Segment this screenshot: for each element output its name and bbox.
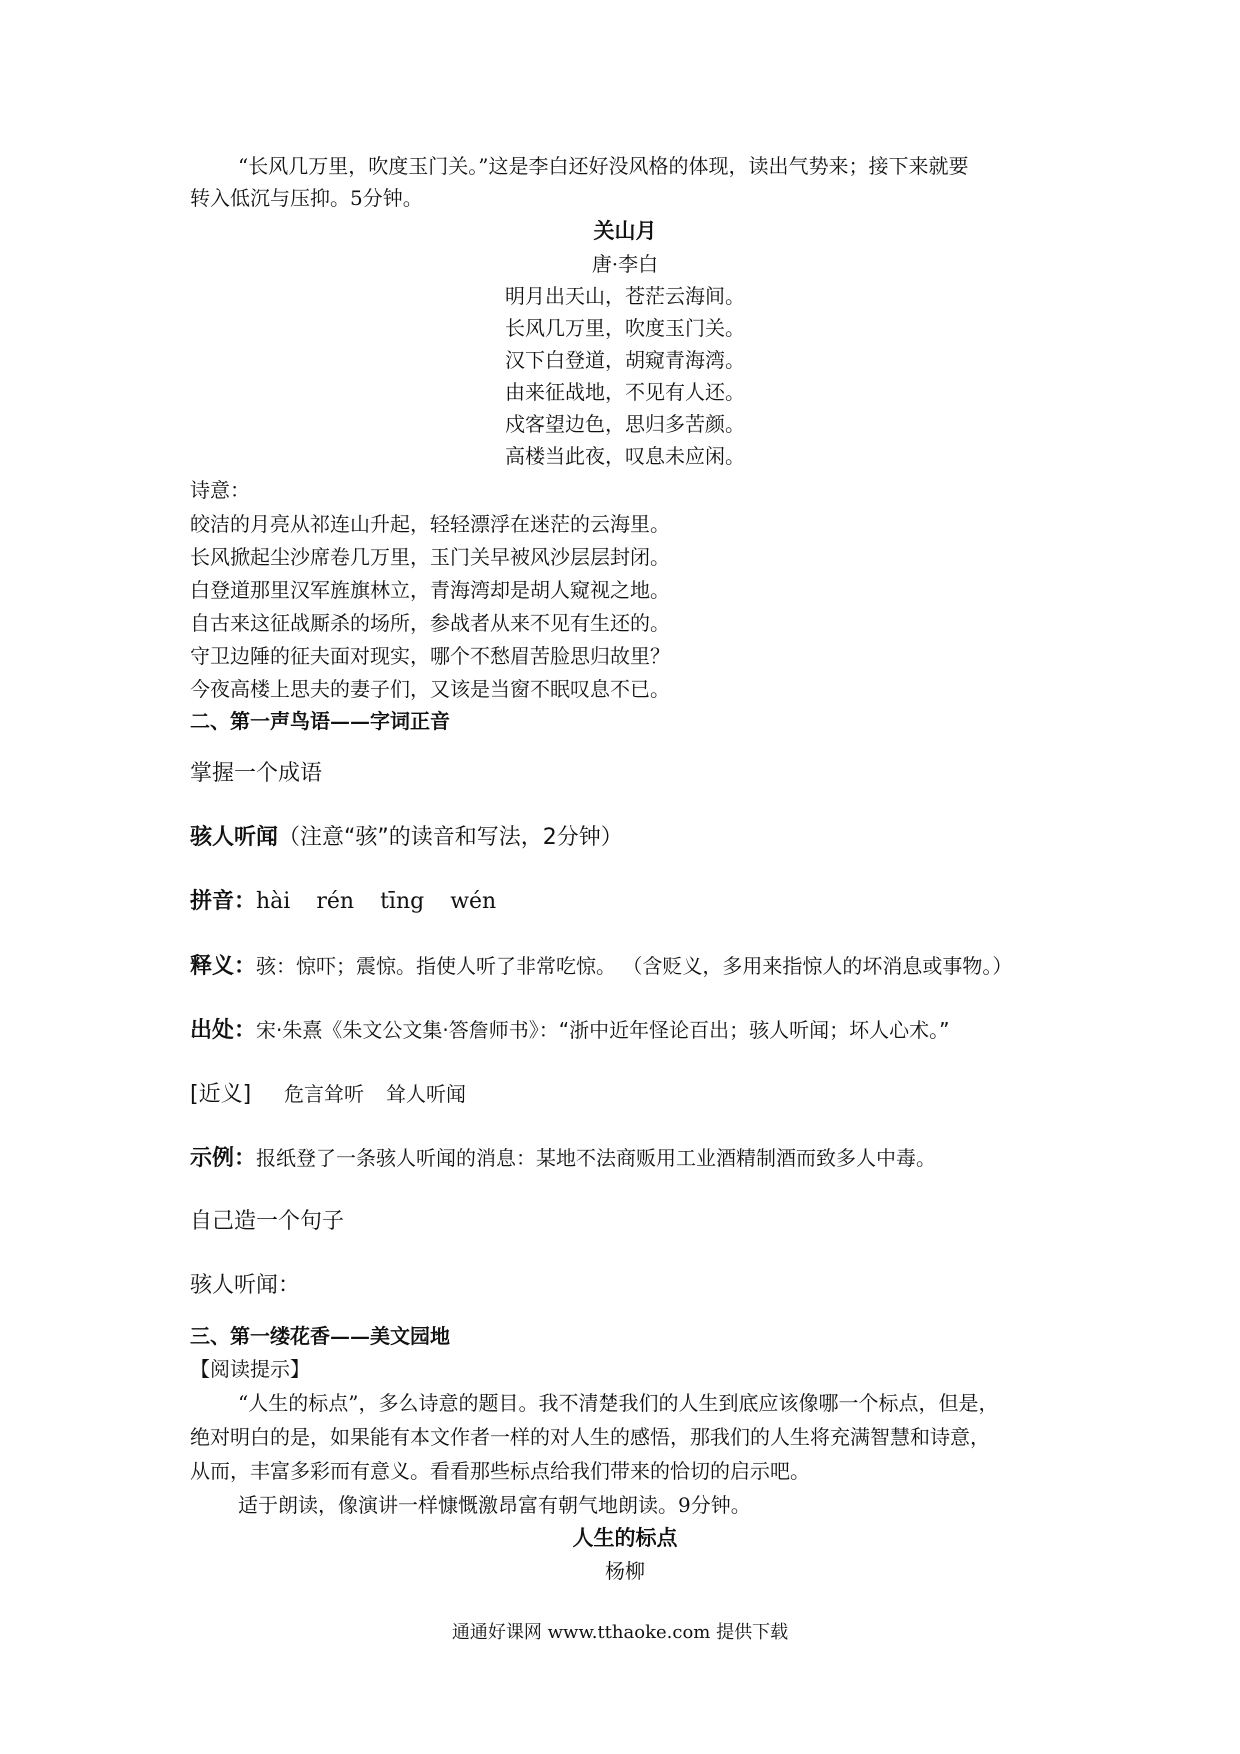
reading-tip-label: 【阅读提示】: [190, 1357, 310, 1381]
section-2-heading: 二、第一声鸟语——字词正音: [190, 709, 450, 733]
meaning-line: 今夜高楼上思夫的妻子们，又该是当窗不眠叹息不已。: [190, 677, 670, 701]
idiom-line: [190, 822, 1060, 854]
idiom-word: 骇人听闻: [190, 825, 279, 850]
example-label: 示例：: [190, 1146, 257, 1171]
meaning-line: 长风掀起尘沙席卷几万里，玉门关早被风沙层层封闭。: [190, 545, 670, 569]
master-idiom-label: 掌握一个成语: [190, 761, 323, 786]
reading-tip-line: 绝对明白的是，如果能有本文作者一样的对人生的感悟，那我们的人生将充满智慧和诗意，: [190, 1425, 990, 1449]
definition-line: [190, 950, 1060, 983]
pinyin-syllable: rén: [316, 889, 355, 914]
poem-line: 由来征战地，不见有人还。: [505, 380, 745, 404]
page-footer: 通通好课网 www.tthaoke.com 提供下载: [451, 1622, 789, 1643]
section-3-heading: 三、第一缕花香——美文园地: [190, 1324, 450, 1348]
meaning-label: 诗意：: [190, 478, 250, 502]
intro-line-1: “长风几万里，吹度玉门关。”这是李白还好没风格的体现，读出气势来；接下来就要: [238, 154, 969, 178]
meaning-line: 自古来这征战厮杀的场所，参战者从来不见有生还的。: [190, 611, 670, 635]
pinyin-line: [190, 886, 1060, 918]
synonym-label: [近义]: [190, 1082, 252, 1107]
source-text: 宋·朱熹《朱文公文集·答詹师书》：“浙中近年怪论百出；骇人听闻；坏人心术。”: [256, 1018, 950, 1042]
definition-text: 骇：惊吓；震惊。指使人听了非常吃惊。 （含贬义，多用来指惊人的坏消息或事物。）: [256, 954, 1013, 978]
source-label: 出处：: [190, 1018, 257, 1043]
synonym: 耸人听闻: [386, 1082, 466, 1106]
poem-title: 关山月: [593, 218, 657, 243]
poem-line: 汉下白登道，胡窥青海湾。: [505, 348, 745, 372]
pinyin-syllable: hài: [256, 889, 291, 914]
intro-line-2: 转入低沉与压抑。5分钟。: [190, 186, 423, 210]
synonym-line: [190, 1078, 1060, 1111]
meaning-line: 白登道那里汉军旌旗林立，青海湾却是胡人窥视之地。: [190, 578, 670, 602]
definition-label: 释义：: [190, 954, 257, 979]
poem-line: 戍客望边色，思归多苦颜。: [505, 412, 745, 436]
reading-tip-line: 从而，丰富多彩而有意义。看看那些标点给我们带来的恰切的启示吧。: [190, 1459, 810, 1483]
pinyin-syllable: tīng: [380, 889, 425, 914]
poem-author: 唐·李白: [591, 252, 659, 276]
idiom-note: （注意“骇”的读音和写法，2分钟）: [278, 825, 623, 850]
synonym: 危言耸听: [284, 1082, 364, 1106]
sentence-prompt: 骇人听闻：: [190, 1273, 301, 1298]
source-line: [190, 1014, 1060, 1047]
reading-tip-line: “人生的标点”，多么诗意的题目。我不清楚我们的人生到底应该像哪一个标点，但是，: [238, 1391, 999, 1415]
meaning-line: 守卫边陲的征夫面对现实，哪个不愁眉苦脸思归故里？: [190, 644, 670, 668]
reading-tip-line: 适于朗读，像演讲一样慷慨激昂富有朝气地朗读。9分钟。: [238, 1493, 751, 1517]
poem-line: 长风几万里，吹度玉门关。: [505, 316, 745, 340]
essay-author: 杨柳: [605, 1559, 645, 1583]
poem-line: 明月出天山，苍茫云海间。: [505, 284, 745, 308]
example-line: [190, 1142, 1060, 1175]
make-sentence-label: 自己造一个句子: [190, 1209, 345, 1234]
meaning-line: 皎洁的月亮从祁连山升起，轻轻漂浮在迷茫的云海里。: [190, 512, 670, 536]
pinyin-label: 拼音：: [190, 889, 257, 914]
pinyin-syllable: wén: [450, 889, 497, 914]
essay-title: 人生的标点: [572, 1525, 678, 1550]
example-text: 报纸登了一条骇人听闻的消息：某地不法商贩用工业酒精制酒而致多人中毒。: [256, 1146, 937, 1170]
poem-line: 高楼当此夜，叹息未应闲。: [505, 444, 745, 468]
